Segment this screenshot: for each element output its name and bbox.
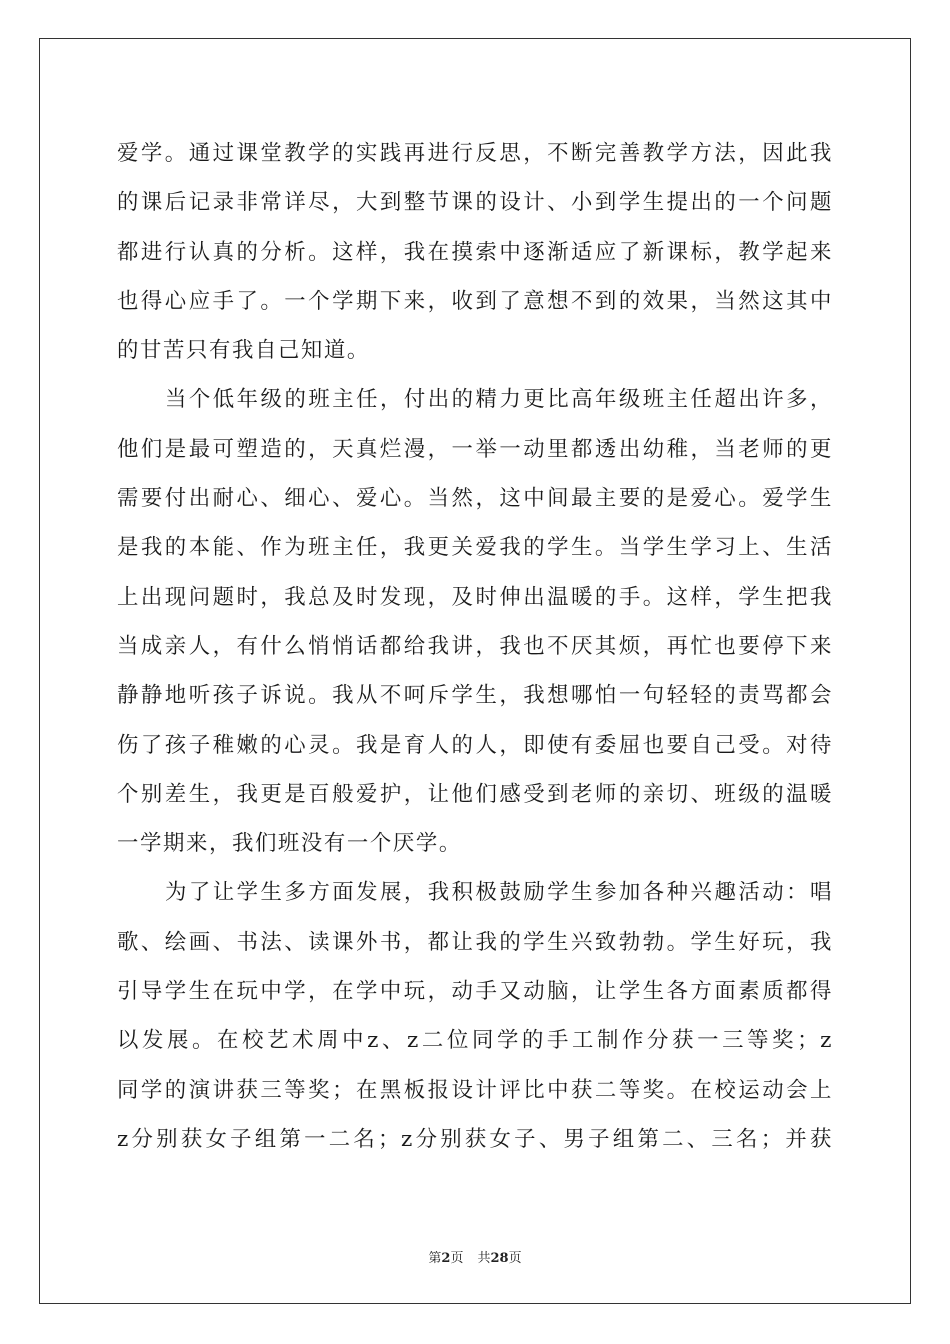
text-line: 他们是最可塑造的，天真烂漫，一举一动里都透出幼稚，当老师的更 (117, 436, 833, 462)
text-line: 是我的本能、作为班主任，我更关爱我的学生。当学生学习上、生活 (117, 535, 833, 561)
total-unit: 页 (508, 1251, 522, 1266)
text-line: 的课后记录非常详尽，大到整节课的设计、小到学生提出的一个问题 (117, 190, 833, 216)
text-line: 歌、绘画、书法、读课外书，都让我的学生兴致勃勃。学生好玩，我 (117, 929, 833, 955)
page-footer (0, 1247, 950, 1266)
document-body (117, 129, 833, 1164)
page-unit: 页 (450, 1251, 464, 1266)
text-line: 的甘苦只有我自己知道。 (117, 338, 370, 364)
page-current: 2 (441, 1251, 451, 1266)
text-line: z分别获女子组第一二名；z分别获女子、男子组第二、三名；并获 (117, 1126, 833, 1152)
text-line: 静静地听孩子诉说。我从不呵斥学生，我想哪怕一句轻轻的责骂都会 (117, 683, 833, 709)
text-line: 伤了孩子稚嫩的心灵。我是育人的人，即使有委屈也要自己受。对待 (117, 732, 833, 758)
text-line: 都进行认真的分析。这样，我在摸索中逐渐适应了新课标，教学起来 (117, 239, 833, 265)
text-line: 个别差生，我更是百般爱护，让他们感受到老师的亲切、班级的温暖 (117, 781, 833, 807)
total-prefix: 共 (477, 1251, 491, 1266)
paragraph-first-line: 为了让学生多方面发展，我积极鼓励学生参加各种兴趣活动：唱 (165, 880, 833, 906)
text-line: 也得心应手了。一个学期下来，收到了意想不到的效果，当然这其中 (117, 288, 833, 314)
text-line: 一学期来，我们班没有一个厌学。 (117, 831, 462, 857)
text-line: 引导学生在玩中学，在学中玩，动手又动脑，让学生各方面素质都得 (117, 979, 833, 1005)
page-total: 28 (490, 1251, 509, 1266)
paragraph-first-line: 当个低年级的班主任，付出的精力更比高年级班主任超出许多， (165, 387, 833, 413)
text-line: 同学的演讲获三等奖；在黑板报设计评比中获二等奖。在校运动会上 (117, 1077, 833, 1103)
text-line: 当成亲人，有什么悄悄话都给我讲，我也不厌其烦，再忙也要停下来 (117, 633, 833, 659)
text-line: 以发展。在校艺术周中z、z二位同学的手工制作分获一三等奖；z (117, 1028, 833, 1054)
page-prefix: 第 (428, 1251, 442, 1266)
text-line: 爱学。通过课堂教学的实践再进行反思，不断完善教学方法，因此我 (117, 141, 833, 166)
text-line: 上出现问题时，我总及时发现，及时伸出温暖的手。这样，学生把我 (117, 584, 833, 610)
text-line: 需要付出耐心、细心、爱心。当然，这中间最主要的是爱心。爱学生 (117, 486, 833, 512)
